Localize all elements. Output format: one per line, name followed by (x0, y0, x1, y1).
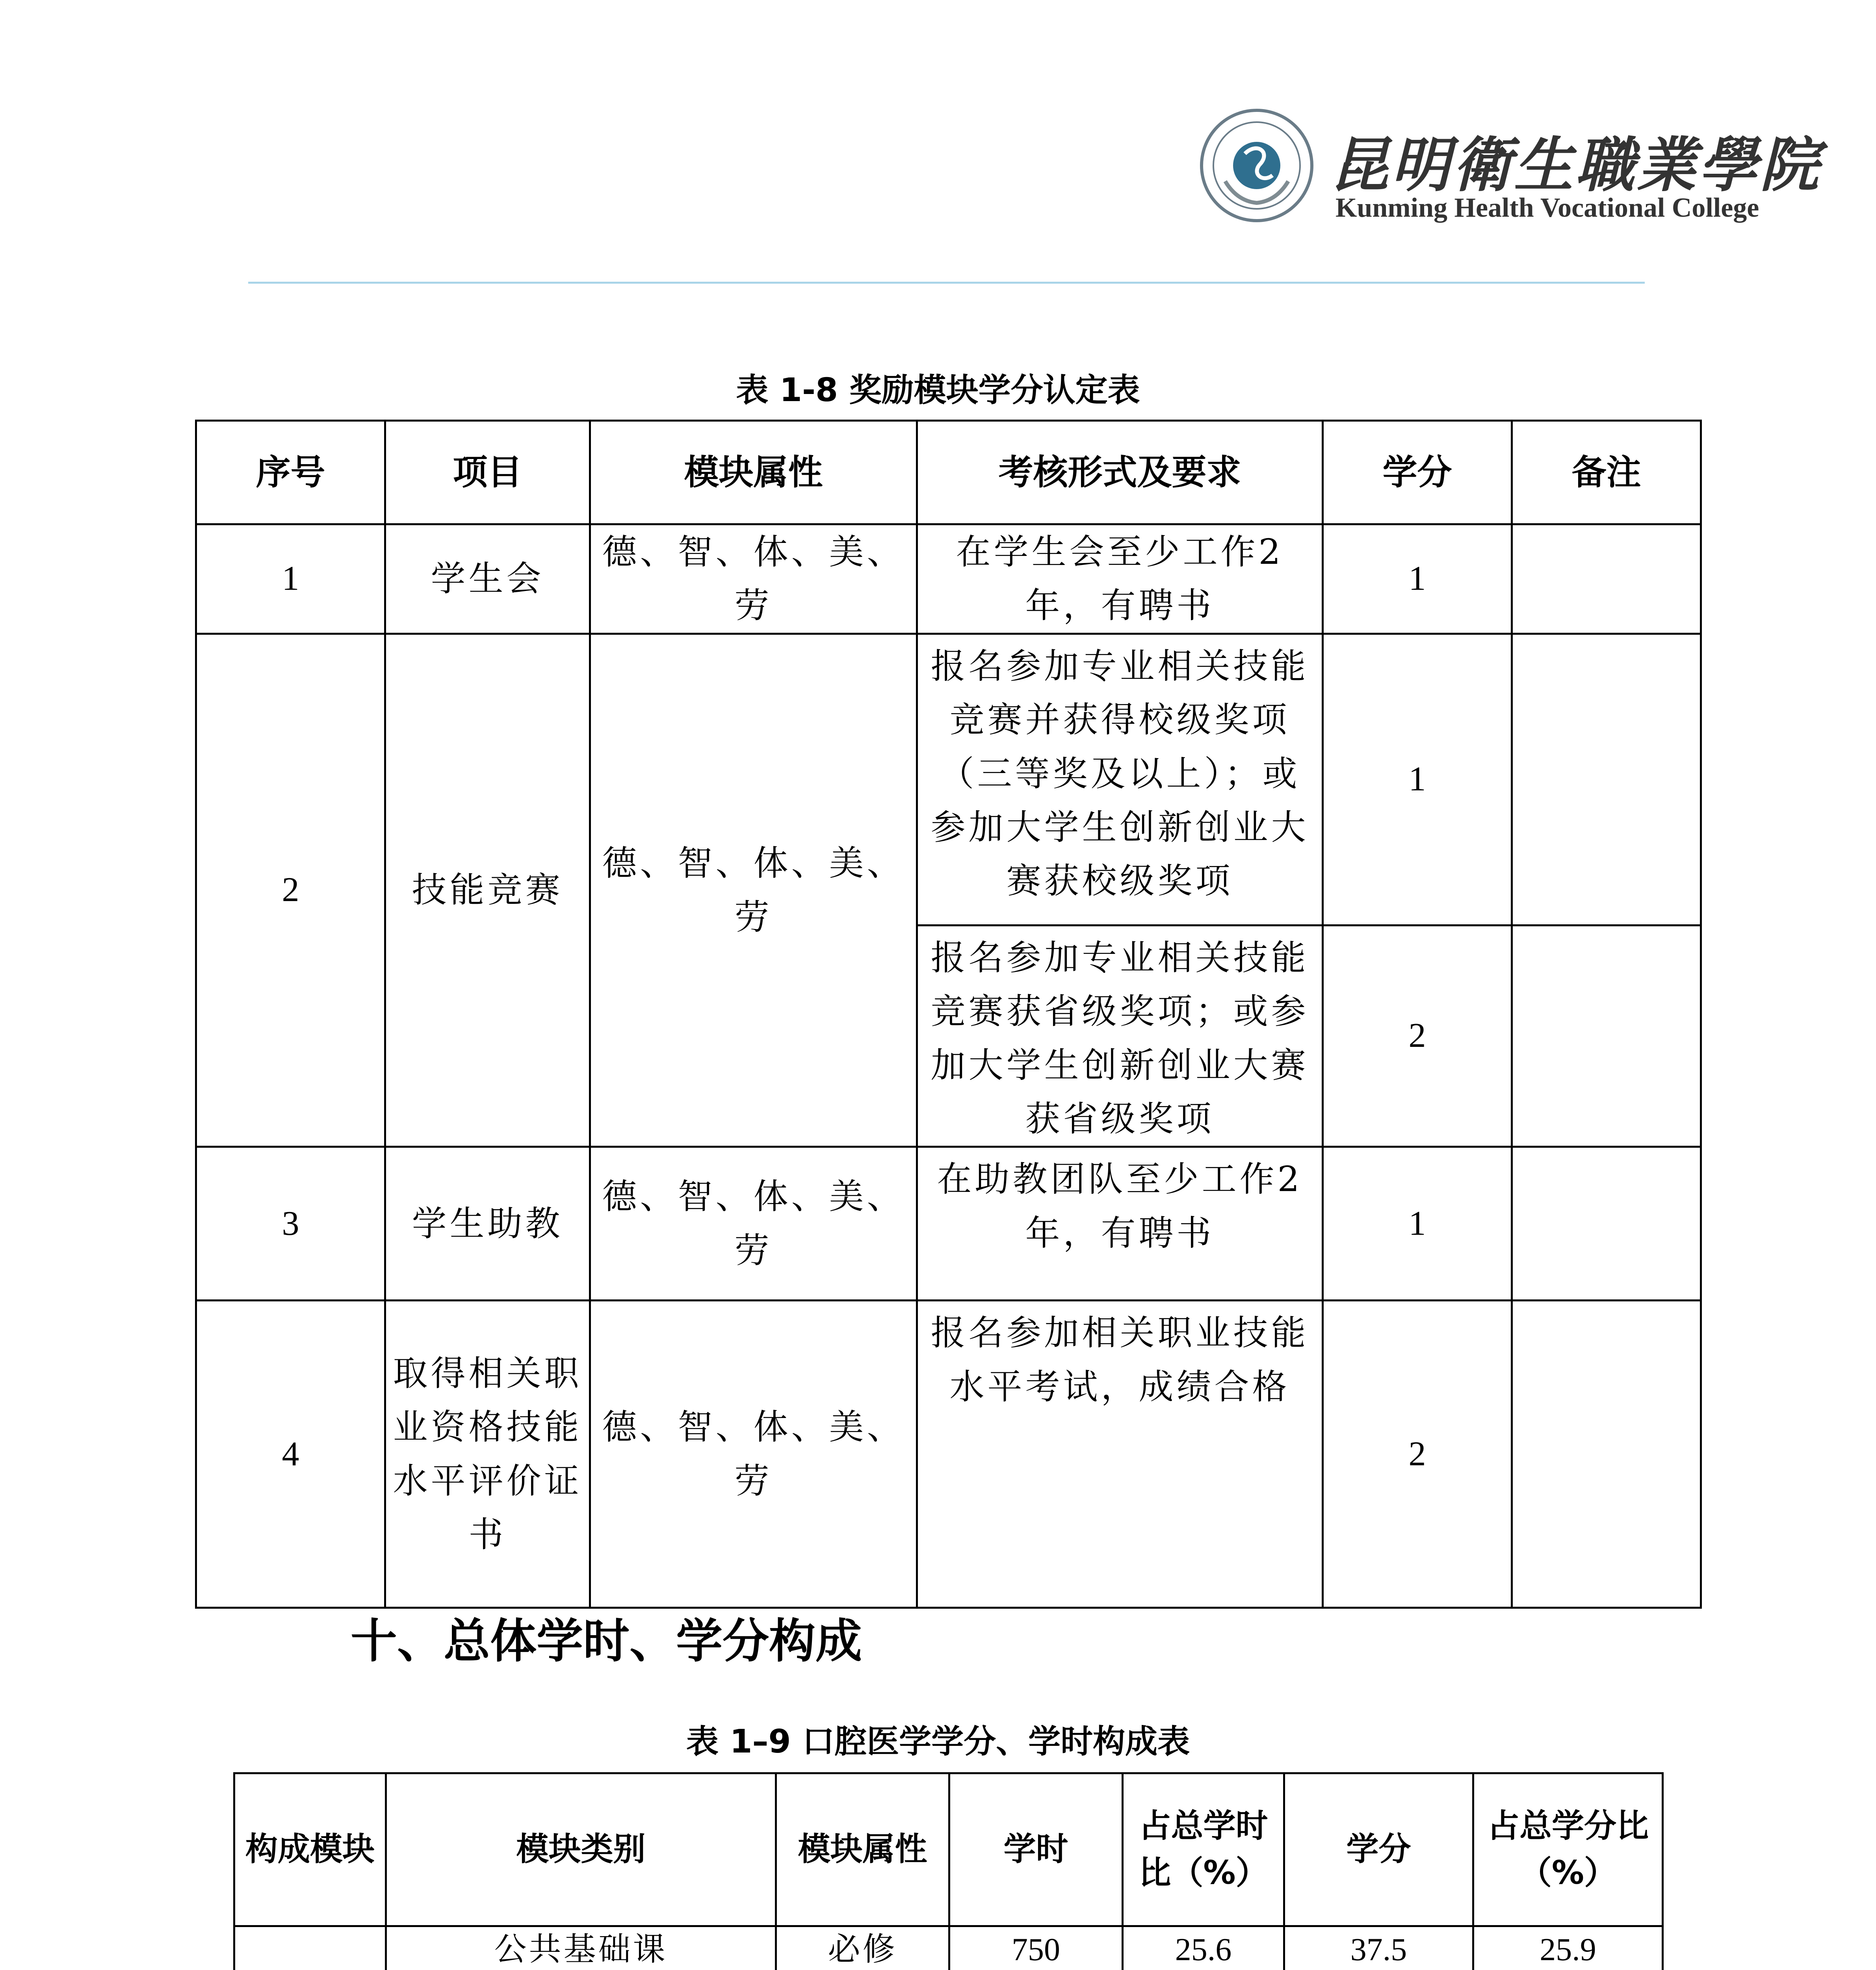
row-requirement: 在学生会至少工作2年，有聘书 (917, 524, 1323, 634)
reward-credit-table (195, 420, 1702, 1609)
college-name-cn: 昆明衛生職業學院 (1330, 130, 1822, 200)
row-requirement: 报名参加专业相关技能竞赛并获得校级奖项（三等奖及以上）；或参加大学生创新创业大赛获校级奖项 (917, 634, 1323, 925)
row-attribute: 德、智、体、美、劳 (590, 634, 917, 1147)
table-row (234, 1926, 1663, 1970)
row-credit: 1 (1323, 634, 1512, 925)
row-attribute: 德、智、体、美、劳 (590, 524, 917, 634)
row-item: 取得相关职业资格技能水平评价证书 (385, 1301, 590, 1608)
table-row (196, 1301, 1701, 1608)
col-header: 模块类别 (386, 1773, 776, 1926)
col-header: 序号 (196, 421, 385, 524)
col-header: 学分 (1323, 421, 1512, 524)
col-header: 模块属性 (776, 1773, 949, 1926)
credit-hours-table (233, 1772, 1664, 1970)
col-header: 占总学分比（%） (1473, 1773, 1663, 1926)
table-row (196, 634, 1701, 925)
row-note (1512, 1301, 1701, 1608)
col-header: 项目 (385, 421, 590, 524)
row-category: 公共基础课 (386, 1926, 776, 1970)
row-note (1512, 925, 1701, 1147)
table-1-9-caption: 表 1–9 口腔医学学分、学时构成表 (686, 1723, 1190, 1760)
row-credit: 2 (1323, 925, 1512, 1147)
college-seal-icon (1198, 106, 1316, 225)
row-item: 学生会 (385, 524, 590, 634)
row-number: 3 (196, 1147, 385, 1301)
row-attribute: 德、智、体、美、劳 (590, 1147, 917, 1301)
row-credit: 1 (1323, 524, 1512, 634)
row-credit: 1 (1323, 1147, 1512, 1301)
table-header-row (196, 421, 1701, 524)
row-note (1512, 1147, 1701, 1301)
col-header: 备注 (1512, 421, 1701, 524)
col-header: 学时 (949, 1773, 1123, 1926)
row-item: 技能竞赛 (385, 634, 590, 1147)
header-divider (248, 282, 1645, 284)
row-item: 学生助教 (385, 1147, 590, 1301)
table-row (196, 524, 1701, 634)
table-1-8-caption: 表 1-8 奖励模块学分认定表 (736, 372, 1140, 409)
row-number: 1 (196, 524, 385, 634)
row-credits: 37.5 (1284, 1926, 1473, 1970)
row-note (1512, 524, 1701, 634)
row-number: 4 (196, 1301, 385, 1608)
college-name-en: Kunming Health Vocational College (1335, 193, 1759, 223)
row-attribute: 必修 (776, 1926, 949, 1970)
row-requirement: 报名参加专业相关技能竞赛获省级奖项；或参加大学生创新创业大赛获省级奖项 (917, 925, 1323, 1147)
col-header: 模块属性 (590, 421, 917, 524)
row-credit: 2 (1323, 1301, 1512, 1608)
table-row (196, 1147, 1701, 1301)
row-note (1512, 634, 1701, 925)
group-label (234, 1926, 386, 1970)
row-credits-pct: 25.9 (1473, 1926, 1663, 1970)
col-header: 考核形式及要求 (917, 421, 1323, 524)
row-hours: 750 (949, 1926, 1123, 1970)
section-heading: 十、总体学时、学分构成 (351, 1614, 862, 1668)
row-requirement: 报名参加相关职业技能水平考试，成绩合格 (917, 1301, 1323, 1608)
row-attribute: 德、智、体、美、劳 (590, 1301, 917, 1608)
col-header: 学分 (1284, 1773, 1473, 1926)
col-header: 占总学时比（%） (1123, 1773, 1284, 1926)
row-number: 2 (196, 634, 385, 1147)
table-header-row (234, 1773, 1663, 1926)
row-requirement: 在助教团队至少工作2年，有聘书 (917, 1147, 1323, 1301)
row-hours-pct: 25.6 (1123, 1926, 1284, 1970)
col-header: 构成模块 (234, 1773, 386, 1926)
